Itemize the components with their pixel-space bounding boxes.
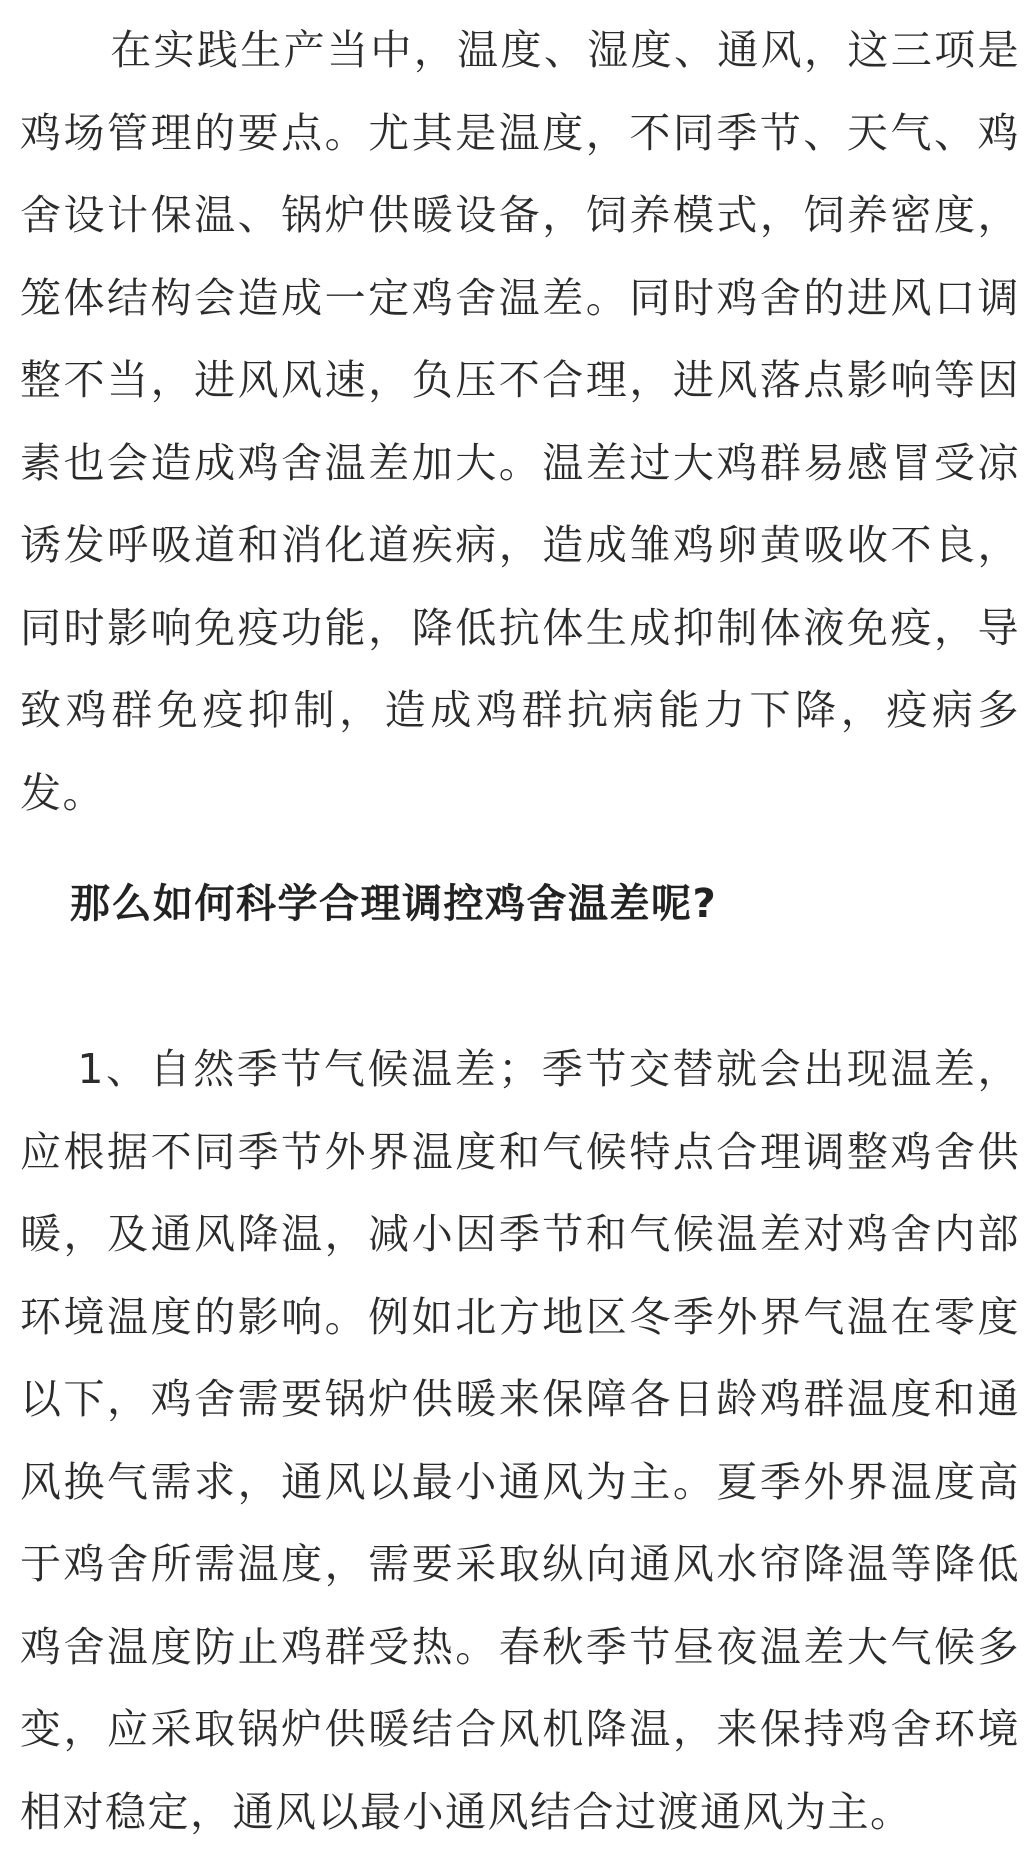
point-1-paragraph: 1、自然季节气候温差；季节交替就会出现温差，应根据不同季节外界温度和气候特点合理调整鸡舍供暖，及通风降温，减小因季节和气候温差对鸡舍内部环境温度的影响。例如北方地区冬季外界气温在零度以下，鸡舍需要锅炉供暖来保障各日龄鸡群温度和通风换气需求，通风以最小通风为主。夏季外界温度高于鸡舍所需温度，需要采取纵向通风水帘降温等降低鸡舍温度防止鸡群受热。春秋季节昼夜温差大气候多变，应采取锅炉供暖结合风机降温，来保持鸡舍环境相对稳定，通风以最小通风结合过渡通风为主。 <box>20 1045 1020 1836</box>
intro-paragraph: 在实践生产当中，温度、湿度、通风，这三项是鸡场管理的要点。尤其是温度，不同季节、天气、鸡舍设计保温、锅炉供暖设备，饲养模式，饲养密度，笼体结构会造成一定鸡舍温差。同时鸡舍的进风口调整不当，进风风速，负压不合理，进风落点影响等因素也会造成鸡舍温差加大。温差过大鸡群易感冒受凉诱发呼吸道和消化道疾病，造成雏鸡卵黄吸收不良，同时影响免疫功能，降低抗体生成抑制体液免疫，导致鸡群免疫抑制，造成鸡群抗病能力下降，疫病多发。 <box>20 26 1020 817</box>
section-heading: 那么如何科学合理调控鸡舍温差呢? <box>70 881 718 927</box>
